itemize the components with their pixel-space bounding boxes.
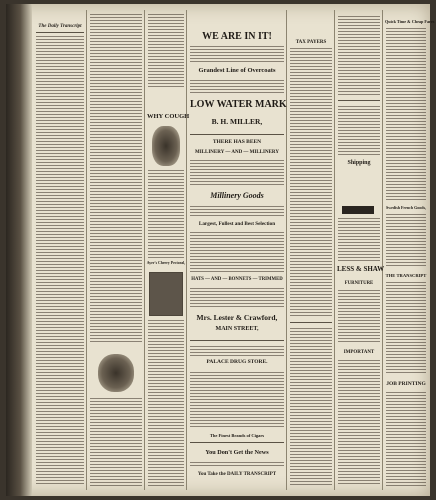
text-block — [190, 232, 284, 272]
column-1 — [34, 10, 87, 490]
text-block — [36, 36, 84, 486]
important-headline: IMPORTANT — [343, 350, 375, 355]
page-binding-shadow — [6, 4, 32, 496]
text-block — [338, 218, 380, 262]
column-4-ads — [188, 10, 287, 490]
main-street: MAIN STREET, — [215, 326, 259, 332]
column-7 — [384, 10, 435, 490]
furniture-headline: FURNITURE — [344, 281, 374, 286]
text-block — [290, 328, 332, 486]
we-are-in-it-headline: WE ARE IN IT! — [202, 31, 272, 42]
column-3 — [146, 10, 190, 490]
take-daily-transcript: You Take the DAILY TRANSCRIPT — [197, 472, 277, 477]
millinery-goods: Millinery Goods — [210, 191, 264, 200]
text-block — [190, 80, 284, 94]
text-block — [338, 16, 380, 96]
millinery-headline: MILLINERY — AND — MILLINERY — [195, 150, 279, 155]
lester-crawford: Mrs. Lester & Crawford, — [196, 313, 278, 322]
transcript-headline: THE TRANSCRIPT — [385, 273, 427, 278]
text-block — [190, 46, 284, 62]
miller-name: B. H. MILLER, — [211, 117, 263, 126]
text-block — [386, 28, 426, 200]
low-water-mark: LOW WATER MARK — [190, 99, 287, 110]
palace-drug-store: PALACE DRUG STORE. — [206, 359, 268, 365]
text-block — [290, 48, 332, 318]
lady-illustration — [98, 354, 134, 392]
text-block — [338, 106, 380, 156]
text-block — [190, 462, 284, 468]
less-shaw-headline: LESS & SHAW — [337, 265, 385, 273]
grandest-overcoats: Grandest Line of Overcoats — [198, 67, 276, 74]
text-block — [148, 170, 184, 260]
shipping-headline: Shipping — [347, 160, 371, 166]
text-block — [338, 360, 380, 486]
text-block — [190, 206, 284, 216]
column-5 — [288, 10, 335, 490]
text-block — [386, 214, 426, 268]
text-block — [338, 290, 380, 344]
column-6 — [336, 10, 383, 490]
text-block — [190, 346, 284, 356]
tax-payers-headline: TAX PAYERS — [295, 40, 327, 45]
largest-selection: Largest, Fullest and Best Selection — [198, 221, 276, 227]
wagon-engraving — [342, 206, 374, 214]
why-cough-headline: WHY COUGH — [147, 113, 190, 120]
text-block — [190, 160, 284, 186]
job-printing-headline: JOB PRINTING — [386, 381, 426, 387]
text-block — [148, 320, 184, 488]
swedish-goods: Swedish French Goods, — [385, 205, 427, 210]
dont-get-news: You Don't Get the News — [205, 449, 269, 456]
masthead: The Daily Transcript — [38, 24, 82, 29]
portrait-illustration — [152, 126, 180, 166]
newspaper-page — [6, 4, 435, 496]
text-block — [386, 282, 426, 374]
there-has-been: THERE HAS BEEN — [212, 139, 262, 145]
text-block — [90, 398, 142, 488]
hats-bonnets: HATS — AND — BONNETS — TRIMMED — [191, 277, 283, 282]
engraving-ad — [149, 272, 183, 316]
ayers-headline: Ayer's Cherry Pectoral, — [146, 261, 186, 265]
column-2 — [88, 10, 145, 490]
text-block — [190, 288, 284, 308]
finest-cigars: The Finest Brands of Cigars — [209, 433, 265, 438]
quick-time-headline: Quick Time & Cheap Fares — [385, 19, 435, 24]
text-block — [386, 392, 426, 486]
text-block — [90, 14, 142, 344]
text-block — [148, 14, 184, 88]
text-block — [190, 372, 284, 428]
